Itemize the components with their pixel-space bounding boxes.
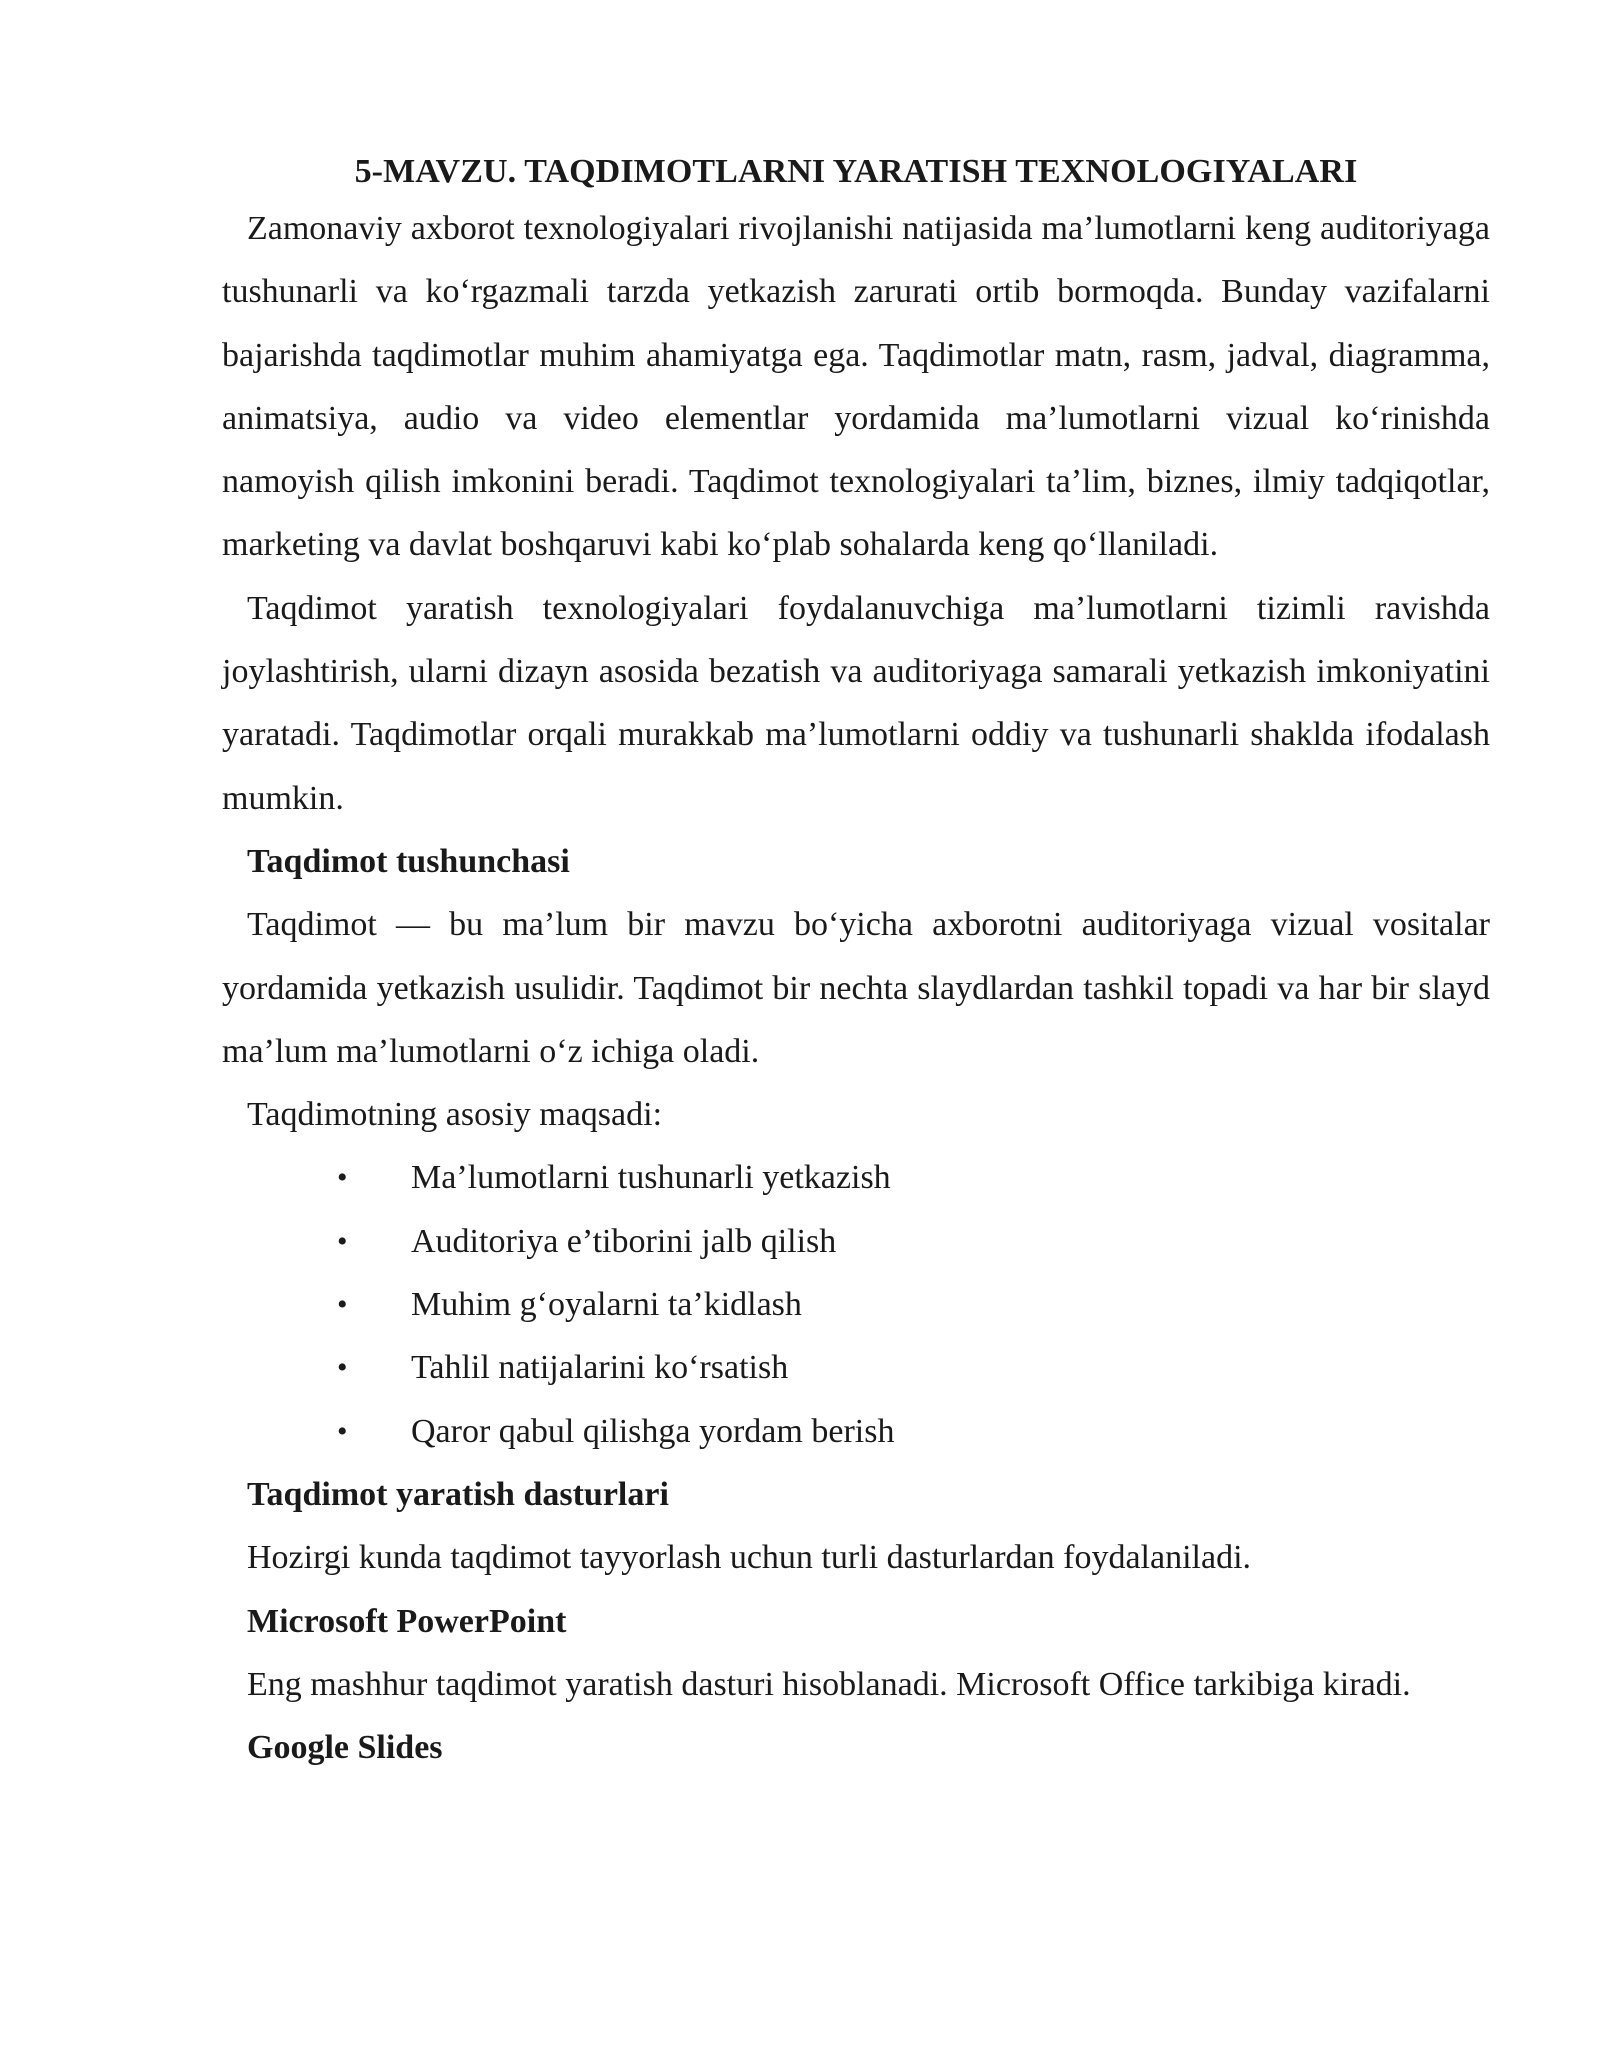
goals-list [222,1146,1490,1462]
list-item-text: Qaror qabul qilishga yordam berish [411,1412,895,1450]
bullet-icon: • [337,1161,348,1195]
section-heading-programs: Taqdimot yaratish dasturlari [247,1475,669,1513]
list-item [222,1210,1490,1273]
bullet-icon: • [337,1288,348,1322]
intro-paragraph-1: Zamonaviy axborot texnologiyalari rivojlanishi natijasida ma’lumotlarni keng auditoriyaga tushunarli va ko‘rgazmali tarzda yetkazish zarurati ortib bormoqda. Bunday vazifalarni bajarishda taqdimotlar muhim ahamiyatga ega. Taqdimotlar matn, rasm, jadval, diagramma, animatsiya, audio va video elementlar yordamida ma’lumotlarni vizual ko‘rinishda namoyish qilish imkonini beradi. Taqdimot texnologiyalari ta’lim, biznes, ilmiy tadqiqotlar, marketing va davlat boshqaruvi kabi ko‘plab sohalarda keng qo‘llaniladi. [222,210,1490,564]
section-heading-google-slides: Google Slides [247,1729,443,1767]
list-item [222,1336,1490,1399]
concept-paragraph: Taqdimot — bu ma’lum bir mavzu bo‘yicha axborotni auditoriyaga vizual vositalar yordamida yetkazish usulidir. Taqdimot bir nechta slaydlardan tashkil topadi va har bir slayd ma’lum ma’lumotlarni o‘z ichiga oladi. [222,906,1490,1070]
list-item [222,1146,1490,1209]
list-item-text: Tahlil natijalarini ko‘rsatish [411,1349,789,1387]
bullet-icon: • [337,1414,348,1448]
bullet-icon: • [337,1351,348,1385]
document-page [222,147,1490,1779]
programs-paragraph: Hozirgi kunda taqdimot tayyorlash uchun turli dasturlardan foydalaniladi. [247,1539,1252,1577]
list-item [222,1273,1490,1336]
powerpoint-paragraph: Eng mashhur taqdimot yaratish dasturi hisoblanadi. Microsoft Office tarkibiga kiradi. [247,1665,1411,1703]
list-item-text: Ma’lumotlarni tushunarli yetkazish [411,1159,891,1197]
list-item-text: Auditoriya e’tiborini jalb qilish [411,1222,837,1260]
section-heading-concept: Taqdimot tushunchasi [247,842,570,880]
list-item-text: Muhim g‘oyalarni ta’kidlash [411,1286,802,1324]
list-item [222,1400,1490,1463]
bullet-icon: • [337,1224,348,1258]
intro-paragraph-2: Taqdimot yaratish texnologiyalari foydalanuvchiga ma’lumotlarni tizimli ravishda joylashtirish, ularni dizayn asosida bezatish va auditoriyaga samarali yetkazish imkoniyatini yaratadi. Taqdimotlar orqali murakkab ma’lumotlarni oddiy va tushunarli shaklda ifodalash mumkin. [222,589,1490,817]
section-heading-powerpoint: Microsoft PowerPoint [247,1602,567,1640]
document-title: 5-MAVZU. TAQDIMOTLARNI YARATISH TEXNOLOGIYALARI [354,153,1358,190]
goals-intro: Taqdimotning asosiy maqsadi: [247,1096,663,1134]
